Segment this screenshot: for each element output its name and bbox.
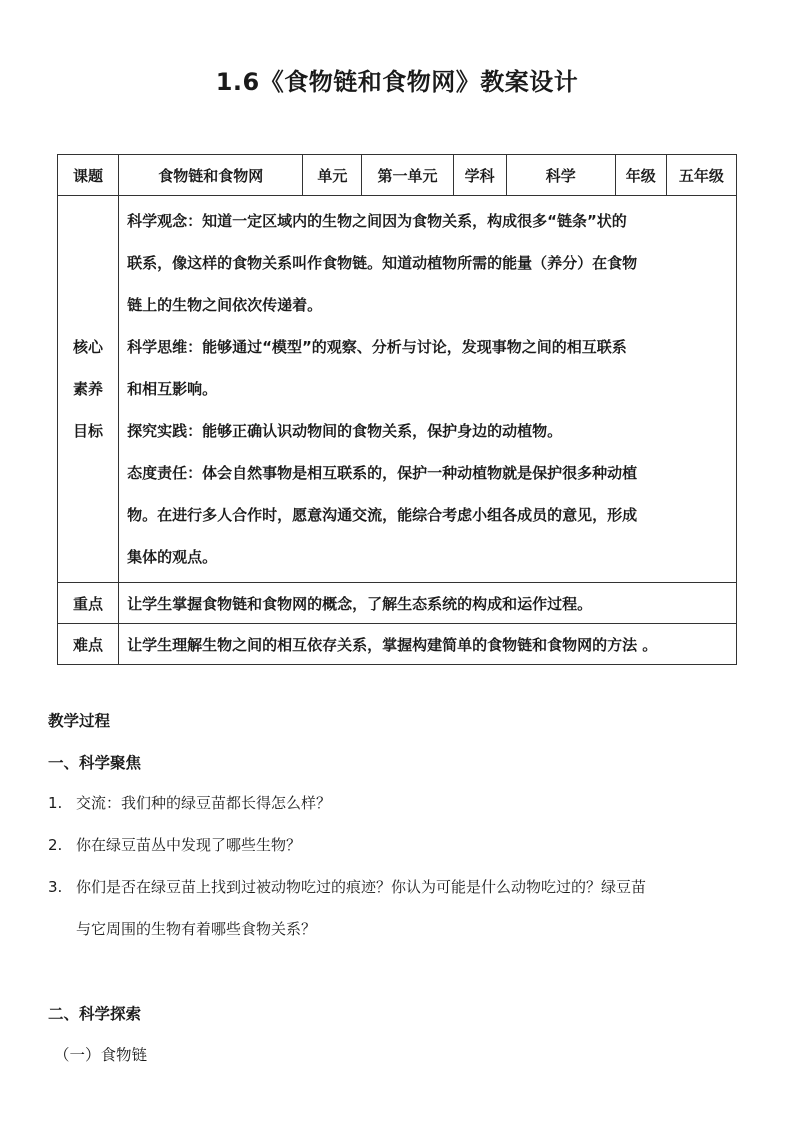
difficult-point-text: 让学生理解生物之间的相互依存关系，掌握构建简单的食物链和食物网的方法 。 bbox=[119, 624, 737, 665]
goal-line: 和相互影响。 bbox=[127, 380, 218, 398]
difficult-point-label: 难点 bbox=[58, 624, 119, 665]
goal-line: 集体的观点。 bbox=[127, 548, 218, 566]
core-goals-content bbox=[119, 196, 737, 583]
core-label-line: 核心 bbox=[73, 338, 104, 356]
list-text: 交流：我们种的绿豆苗都长得怎么样？ bbox=[76, 794, 332, 812]
key-point-row bbox=[58, 583, 737, 624]
grade-value: 五年级 bbox=[666, 155, 736, 196]
list-item bbox=[48, 782, 748, 824]
goal-line: 科学观念：知道一定区域内的生物之间因为食物关系，构成很多“链条”状的 bbox=[127, 212, 627, 230]
goal-line: 态度责任：体会自然事物是相互联系的，保护一种动植物就是保护很多种动植 bbox=[127, 464, 638, 482]
key-point-label: 重点 bbox=[58, 583, 119, 624]
subject-label: 学科 bbox=[453, 155, 506, 196]
list-number: 2. bbox=[48, 836, 63, 854]
process-heading: 教学过程 bbox=[48, 712, 111, 730]
core-goals-row bbox=[58, 196, 737, 583]
section-heading-explore: 二、科学探索 bbox=[48, 1005, 142, 1023]
unit-value: 第一单元 bbox=[362, 155, 453, 196]
list-number: 1. bbox=[48, 794, 63, 812]
course-label: 课题 bbox=[58, 155, 119, 196]
section-heading-focus: 一、科学聚焦 bbox=[48, 754, 142, 772]
goal-line: 探究实践：能够正确认识动物间的食物关系，保护身边的动植物。 bbox=[127, 422, 563, 440]
goal-line: 科学思维：能够通过“模型”的观察、分析与讨论，发现事物之间的相互联系 bbox=[127, 338, 627, 356]
core-goals-label bbox=[58, 196, 119, 583]
goal-line: 物。在进行多人合作时，愿意沟通交流，能综合考虑小组各成员的意见，形成 bbox=[127, 506, 638, 524]
difficult-point-row bbox=[58, 624, 737, 665]
grade-label: 年级 bbox=[615, 155, 666, 196]
unit-label: 单元 bbox=[303, 155, 362, 196]
course-value: 食物链和食物网 bbox=[119, 155, 303, 196]
subsection-heading: （一）食物链 bbox=[54, 1046, 148, 1064]
list-number: 3. bbox=[48, 878, 63, 896]
core-label-line: 素养 bbox=[73, 380, 104, 398]
page-title: 1.6《食物链和食物网》教案设计 bbox=[215, 68, 579, 96]
goal-line: 联系，像这样的食物关系叫作食物链。知道动植物所需的能量（养分）在食物 bbox=[127, 254, 638, 272]
list-text: 你在绿豆苗丛中发现了哪些生物？ bbox=[76, 836, 302, 854]
core-label-line: 目标 bbox=[73, 422, 104, 440]
list-item bbox=[48, 866, 748, 950]
list-item bbox=[48, 824, 748, 866]
table-header-row bbox=[58, 155, 737, 196]
goal-line: 链上的生物之间依次传递着。 bbox=[127, 296, 323, 314]
lesson-info-table bbox=[57, 154, 737, 665]
list-text: 你们是否在绿豆苗上找到过被动物吃过的痕迹？你认为可能是什么动物吃过的？绿豆苗 bbox=[76, 878, 647, 896]
subject-value: 科学 bbox=[506, 155, 615, 196]
list-text-continued: 与它周围的生物有着哪些食物关系？ bbox=[76, 920, 317, 938]
key-point-text: 让学生掌握食物链和食物网的概念，了解生态系统的构成和运作过程。 bbox=[119, 583, 737, 624]
